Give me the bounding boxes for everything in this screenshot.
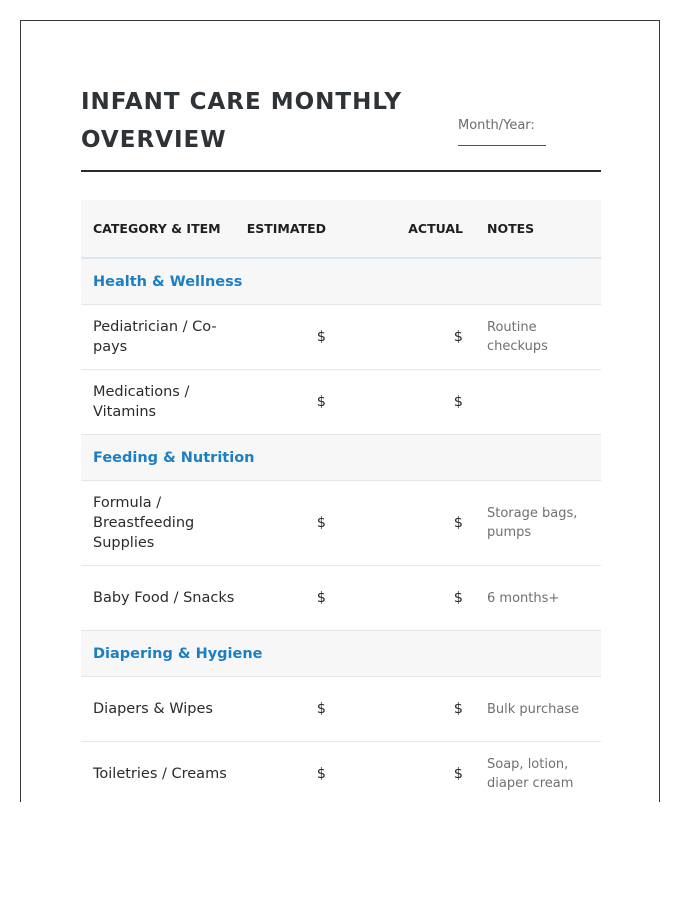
actual-cell[interactable]: $ xyxy=(338,742,475,803)
table-row xyxy=(81,305,601,370)
estimated-cell[interactable]: $ xyxy=(245,677,338,742)
table-body xyxy=(81,258,601,802)
notes-cell[interactable]: 6 months+ xyxy=(475,566,601,631)
month-year-blank-line[interactable] xyxy=(458,145,546,146)
category-label: Feeding & Nutrition xyxy=(81,435,601,481)
category-row-diapering xyxy=(81,631,601,677)
actual-cell[interactable]: $ xyxy=(338,677,475,742)
actual-cell[interactable]: $ xyxy=(338,481,475,566)
budget-table xyxy=(81,200,601,802)
header-row xyxy=(81,200,601,258)
column-header-notes: NOTES xyxy=(475,200,601,258)
item-name: Diapers & Wipes xyxy=(81,677,245,742)
estimated-cell[interactable]: $ xyxy=(245,370,338,435)
document-title: INFANT CARE MONTHLY OVERVIEW xyxy=(81,89,403,153)
item-name: Baby Food / Snacks xyxy=(81,566,245,631)
document-page xyxy=(20,20,660,802)
category-label: Health & Wellness xyxy=(81,258,601,305)
category-row-feeding xyxy=(81,435,601,481)
table-row xyxy=(81,566,601,631)
item-name: Medications / Vitamins xyxy=(81,370,245,435)
document-header xyxy=(81,83,601,172)
category-row-health xyxy=(81,258,601,305)
estimated-cell[interactable]: $ xyxy=(245,566,338,631)
notes-cell[interactable]: Bulk purchase xyxy=(475,677,601,742)
table-header xyxy=(81,200,601,258)
estimated-cell[interactable]: $ xyxy=(245,305,338,370)
column-header-category: CATEGORY & ITEM xyxy=(81,200,245,258)
notes-cell[interactable]: Routine checkups xyxy=(475,305,601,370)
category-label: Diapering & Hygiene xyxy=(81,631,601,677)
estimated-cell[interactable]: $ xyxy=(245,481,338,566)
item-name: Toiletries / Creams xyxy=(81,742,245,803)
estimated-cell[interactable]: $ xyxy=(245,742,338,803)
table-row xyxy=(81,370,601,435)
month-year-field xyxy=(458,117,598,146)
table-row xyxy=(81,742,601,803)
column-header-actual: ACTUAL xyxy=(338,200,475,258)
actual-cell[interactable]: $ xyxy=(338,566,475,631)
table-row xyxy=(81,481,601,566)
item-name: Pediatrician / Co-pays xyxy=(81,305,245,370)
notes-cell[interactable] xyxy=(475,370,601,435)
item-name: Formula / Breastfeeding Supplies xyxy=(81,481,245,566)
notes-cell[interactable]: Storage bags, pumps xyxy=(475,481,601,566)
month-year-label: Month/Year: xyxy=(458,118,535,133)
actual-cell[interactable]: $ xyxy=(338,370,475,435)
actual-cell[interactable]: $ xyxy=(338,305,475,370)
column-header-estimated: ESTIMATED xyxy=(245,200,338,258)
notes-cell[interactable]: Soap, lotion, diaper cream xyxy=(475,742,601,803)
table-row xyxy=(81,677,601,742)
